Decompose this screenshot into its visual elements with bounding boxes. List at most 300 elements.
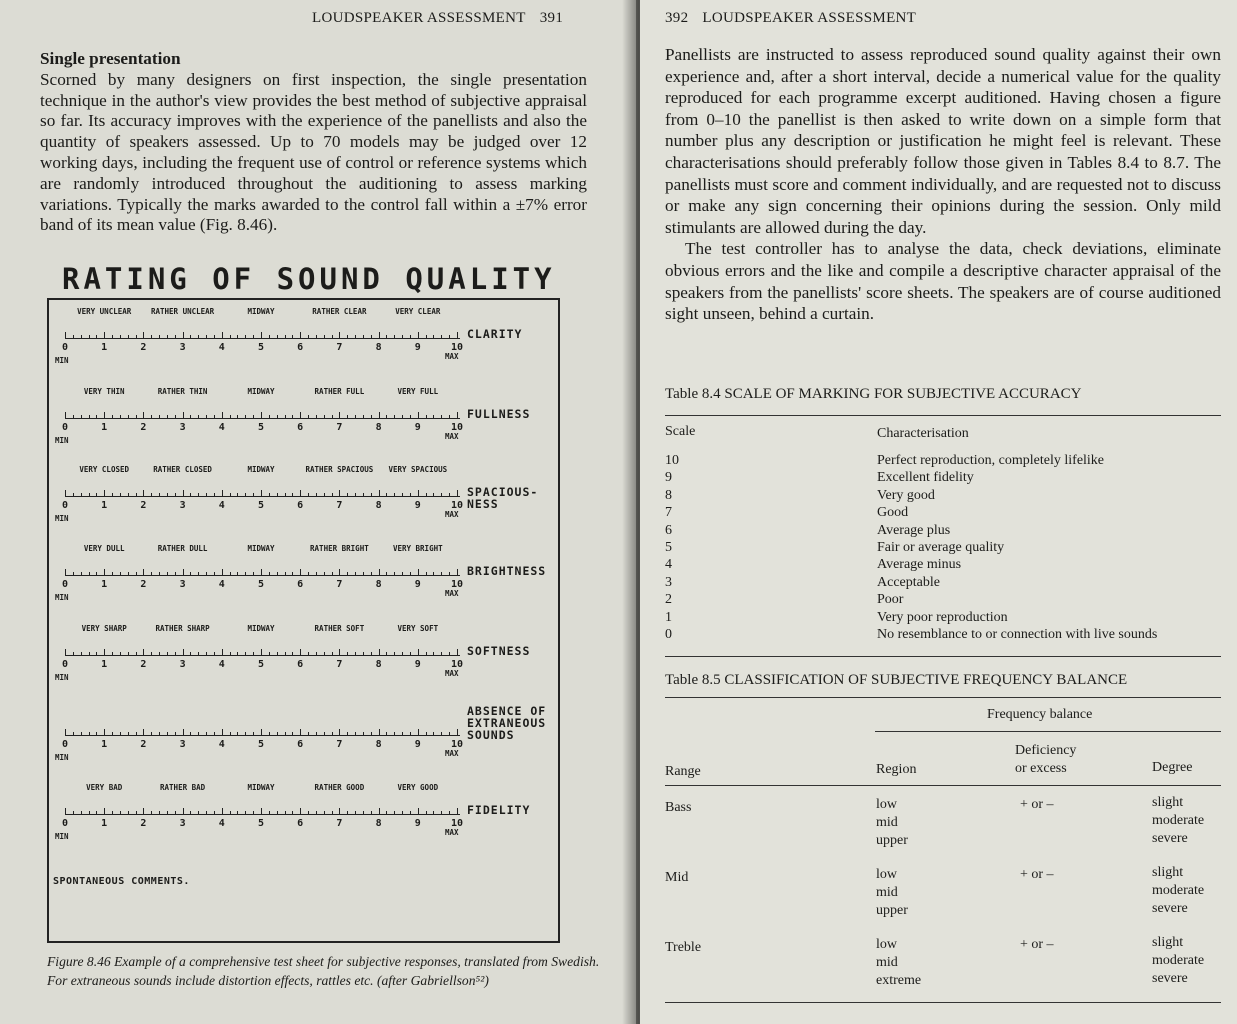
scale-tick xyxy=(379,412,380,418)
scale-number: 5 xyxy=(257,818,265,829)
scale-tick xyxy=(426,493,427,496)
scale-number: 0 xyxy=(61,659,69,670)
scale-tick xyxy=(449,493,450,496)
table-rule xyxy=(665,785,1221,786)
scale-tick xyxy=(433,335,434,338)
scale-tick xyxy=(230,335,231,338)
scale-anchor-label: MIDWAY xyxy=(247,544,275,553)
table-row xyxy=(665,574,1221,591)
scale-tick xyxy=(151,493,152,496)
scale-tick xyxy=(402,811,403,814)
scale-number: 4 xyxy=(218,659,225,670)
scale-tick xyxy=(363,652,364,655)
scale-tick xyxy=(371,652,372,655)
scale-tick xyxy=(457,729,458,735)
scale-tick xyxy=(277,415,278,418)
scale-anchor-label: RATHER CLEAR xyxy=(312,307,367,316)
scale-tick xyxy=(120,493,121,496)
scale-tick xyxy=(300,569,301,575)
scale-number: 3 xyxy=(179,659,186,670)
max-label: MAX xyxy=(445,749,459,758)
scale-tick xyxy=(316,811,317,814)
scale-tick xyxy=(261,729,262,735)
scale-tick xyxy=(386,811,387,814)
scale-tick xyxy=(410,335,411,338)
figure-caption: Figure 8.46 Example of a comprehensive test sheet for subjective responses, translated from Swedish. For extraneous sounds include distortion effects, rattles etc. (after Gabriellson⁵²) xyxy=(47,954,600,988)
scale-number: 3 xyxy=(179,342,186,353)
scale-anchor-label: VERY GOOD xyxy=(397,783,439,792)
scale-number: 2 xyxy=(140,659,147,670)
table-8-5-caption: Table 8.5 CLASSIFICATION OF SUBJECTIVE FREQUENCY BALANCE xyxy=(665,672,1128,688)
scale-number: 4 xyxy=(218,818,225,829)
characterisation: Perfect reproduction, completely lifelike xyxy=(877,453,1105,468)
scale-tick xyxy=(324,732,325,735)
scale-tick xyxy=(457,649,458,655)
scale-tick xyxy=(457,490,458,496)
scale-tick xyxy=(324,572,325,575)
scale-tick xyxy=(65,332,66,338)
scale-anchor-label: RATHER CLOSED xyxy=(153,465,212,474)
scale-number: 9 xyxy=(414,659,421,670)
scale-number: 1 xyxy=(101,422,108,433)
scale-tick xyxy=(316,732,317,735)
scale-tick xyxy=(120,811,121,814)
scale-tick xyxy=(198,335,199,338)
scale-tick xyxy=(324,811,325,814)
scale-tick xyxy=(198,415,199,418)
scale-number: 7 xyxy=(336,342,343,353)
region-cell: low mid upper xyxy=(876,867,908,918)
scale-tick xyxy=(214,415,215,418)
scale-tick xyxy=(426,732,427,735)
scale-tick xyxy=(394,415,395,418)
scale-number: 10 xyxy=(450,422,464,433)
scale-tick xyxy=(308,572,309,575)
scale-tick xyxy=(402,652,403,655)
scale-number: 8 xyxy=(375,422,382,433)
running-head-left xyxy=(312,10,577,27)
scale-tick xyxy=(347,572,348,575)
scale-tick xyxy=(355,811,356,814)
scale-tick xyxy=(347,732,348,735)
scale-tick xyxy=(277,652,278,655)
right-body xyxy=(665,44,1221,325)
scale-tick xyxy=(222,569,223,575)
scale-tick xyxy=(332,732,333,735)
scale-tick xyxy=(261,808,262,814)
scale-tick xyxy=(253,415,254,418)
scale-tick xyxy=(175,415,176,418)
scale-anchor-label: VERY CLOSED xyxy=(79,465,130,474)
scale-line[interactable] xyxy=(65,655,460,656)
scale-tick xyxy=(96,652,97,655)
scale-tick xyxy=(418,569,419,575)
min-label: MIN xyxy=(55,514,69,523)
scale-tick xyxy=(355,415,356,418)
table-8-4-header xyxy=(665,423,1221,442)
scale-tick xyxy=(449,732,450,735)
scale-tick xyxy=(332,652,333,655)
scale-tick xyxy=(151,652,152,655)
scale-tick xyxy=(143,490,144,496)
scale-tick xyxy=(441,335,442,338)
scale-tick xyxy=(300,808,301,814)
characterisation: Excellent fidelity xyxy=(877,470,974,486)
rating-scale xyxy=(49,308,562,388)
scale-tick xyxy=(190,572,191,575)
scale-tick xyxy=(457,808,458,814)
scale-tick xyxy=(332,415,333,418)
min-label: MIN xyxy=(55,753,69,762)
max-label: MAX xyxy=(445,352,459,361)
scale-tick xyxy=(81,811,82,814)
scale-attribute: CLARITY xyxy=(467,327,523,341)
scale-tick xyxy=(136,572,137,575)
scale-number: 8 xyxy=(375,739,382,750)
scale-tick xyxy=(175,732,176,735)
scale-tick xyxy=(89,493,90,496)
scale-tick xyxy=(128,415,129,418)
scale-tick xyxy=(104,569,105,575)
scale-tick xyxy=(379,729,380,735)
scale-tick xyxy=(104,649,105,655)
scale-tick xyxy=(418,729,419,735)
scale-tick xyxy=(308,811,309,814)
scale-tick xyxy=(339,649,340,655)
scale-number: 3 xyxy=(179,500,186,511)
scale-tick xyxy=(245,732,246,735)
scale-number: 1 xyxy=(101,659,108,670)
scale-tick xyxy=(394,335,395,338)
scale-value: 3 xyxy=(665,574,672,590)
range-cell: Treble xyxy=(665,940,702,955)
rating-scale xyxy=(49,784,562,864)
scale-anchor-label: MIDWAY xyxy=(247,387,275,396)
scale-tick xyxy=(198,652,199,655)
scale-tick xyxy=(159,335,160,338)
scale-tick xyxy=(104,490,105,496)
scale-tick xyxy=(363,732,364,735)
scale-tick xyxy=(120,732,121,735)
characterisation: Good xyxy=(877,505,909,521)
characterisation: Very poor reproduction xyxy=(877,609,1008,625)
scale-tick xyxy=(65,729,66,735)
scale-tick xyxy=(214,572,215,575)
scale-tick xyxy=(308,732,309,735)
scale-tick xyxy=(426,415,427,418)
scale-tick xyxy=(339,332,340,338)
scale-tick xyxy=(120,652,121,655)
scale-tick xyxy=(316,415,317,418)
scale-value: 1 xyxy=(665,609,672,625)
scale-tick xyxy=(89,415,90,418)
scale-tick xyxy=(300,490,301,496)
group-header-frequency-balance: Frequency balance xyxy=(987,707,1093,722)
scale-tick xyxy=(410,572,411,575)
scale-tick xyxy=(136,811,137,814)
scale-tick xyxy=(245,572,246,575)
scale-tick xyxy=(230,811,231,814)
scale-tick xyxy=(183,490,184,496)
scale-tick xyxy=(198,493,199,496)
scale-tick xyxy=(237,732,238,735)
scale-tick xyxy=(167,415,168,418)
scale-number: 7 xyxy=(336,739,343,750)
scale-number: 10 xyxy=(450,342,464,353)
right-page xyxy=(640,0,1237,1024)
scale-tick xyxy=(120,415,121,418)
scale-number: 2 xyxy=(140,739,147,750)
scale-tick xyxy=(81,572,82,575)
scale-tick xyxy=(371,732,372,735)
scale-tick xyxy=(308,335,309,338)
scale-anchor-label: RATHER DULL xyxy=(157,544,208,553)
scale-tick xyxy=(167,335,168,338)
scale-tick xyxy=(73,572,74,575)
characterisation: Very good xyxy=(877,487,935,503)
scale-tick xyxy=(277,335,278,338)
scale-line[interactable] xyxy=(65,814,460,815)
scale-tick xyxy=(136,652,137,655)
table-rule xyxy=(875,731,1221,732)
table-row xyxy=(665,452,1221,469)
scale-tick xyxy=(347,811,348,814)
scale-tick xyxy=(379,569,380,575)
scale-attribute: FIDELITY xyxy=(467,803,531,817)
scale-tick xyxy=(285,811,286,814)
scale-number: 9 xyxy=(414,422,421,433)
scale-tick xyxy=(332,493,333,496)
scale-number: 2 xyxy=(140,422,147,433)
scale-tick xyxy=(112,415,113,418)
scale-tick xyxy=(285,493,286,496)
scale-tick xyxy=(222,490,223,496)
scale-tick xyxy=(175,335,176,338)
scale-tick xyxy=(347,335,348,338)
scale-tick xyxy=(143,649,144,655)
scale-anchor-label: RATHER GOOD xyxy=(314,783,365,792)
scale-tick xyxy=(253,732,254,735)
scale-number: 10 xyxy=(450,818,464,829)
scale-tick xyxy=(120,572,121,575)
scale-tick xyxy=(433,652,434,655)
scale-tick xyxy=(112,335,113,338)
spontaneous-comments-label: SPONTANEOUS COMMENTS. xyxy=(53,876,190,887)
scale-tick xyxy=(89,335,90,338)
scale-number: 7 xyxy=(336,422,343,433)
scale-tick xyxy=(339,808,340,814)
scale-tick xyxy=(159,811,160,814)
scale-tick xyxy=(277,572,278,575)
scale-number: 9 xyxy=(414,342,421,353)
scale-tick xyxy=(433,811,434,814)
page-number: 392 xyxy=(665,10,689,26)
running-head-title: LOUDSPEAKER ASSESSMENT xyxy=(702,10,917,26)
scale-tick xyxy=(65,490,66,496)
scale-tick xyxy=(402,493,403,496)
scale-attribute: SOFTNESS xyxy=(467,644,531,658)
table-rule xyxy=(665,1002,1221,1003)
scale-tick xyxy=(441,652,442,655)
scale-line[interactable] xyxy=(65,338,460,339)
scale-anchor-label: RATHER SOFT xyxy=(314,624,365,633)
scale-tick xyxy=(222,412,223,418)
scale-tick xyxy=(292,415,293,418)
scale-tick xyxy=(292,335,293,338)
scale-tick xyxy=(441,732,442,735)
scale-tick xyxy=(81,732,82,735)
scale-tick xyxy=(136,493,137,496)
scale-tick xyxy=(65,412,66,418)
scale-number: 9 xyxy=(414,500,421,511)
scale-tick xyxy=(269,335,270,338)
scale-value: 2 xyxy=(665,592,672,608)
scale-tick xyxy=(410,493,411,496)
rating-scale xyxy=(49,705,562,785)
scale-tick xyxy=(402,732,403,735)
scale-tick xyxy=(371,811,372,814)
scale-line[interactable] xyxy=(65,496,460,497)
scale-tick xyxy=(136,335,137,338)
scale-anchor-label: VERY BRIGHT xyxy=(392,544,443,553)
scale-tick xyxy=(285,335,286,338)
scale-tick xyxy=(73,335,74,338)
scale-value: 0 xyxy=(665,627,672,643)
scale-anchor-label: VERY SPACIOUS xyxy=(388,465,448,474)
scale-tick xyxy=(159,652,160,655)
scale-anchor-label: RATHER BAD xyxy=(160,783,206,792)
scale-tick xyxy=(198,811,199,814)
scale-tick xyxy=(410,652,411,655)
min-label: MIN xyxy=(55,356,69,365)
scale-tick xyxy=(65,649,66,655)
characterisation: Fair or average quality xyxy=(877,540,1005,556)
scale-tick xyxy=(277,493,278,496)
scale-number: 5 xyxy=(257,342,265,353)
scale-tick xyxy=(230,732,231,735)
scale-number: 9 xyxy=(414,818,421,829)
scale-number: 3 xyxy=(179,422,186,433)
scale-tick xyxy=(81,493,82,496)
scale-tick xyxy=(426,335,427,338)
scale-tick xyxy=(379,808,380,814)
scale-tick xyxy=(316,652,317,655)
scale-number: 4 xyxy=(218,500,225,511)
deficiency-cell: + or – xyxy=(1020,937,1054,952)
scale-tick xyxy=(355,572,356,575)
scale-tick xyxy=(222,729,223,735)
min-label: MIN xyxy=(55,673,69,682)
scale-tick xyxy=(65,569,66,575)
scale-tick xyxy=(81,415,82,418)
scale-anchor-label: MIDWAY xyxy=(247,783,275,792)
scale-tick xyxy=(253,335,254,338)
scale-number: 6 xyxy=(297,422,304,433)
scale-number: 4 xyxy=(218,739,225,750)
scale-line[interactable] xyxy=(65,418,460,419)
scale-number: 9 xyxy=(414,739,421,750)
scale-number: 10 xyxy=(450,579,464,590)
scale-tick xyxy=(261,490,262,496)
scale-tick xyxy=(112,572,113,575)
single-presentation-section xyxy=(40,49,587,236)
max-label: MAX xyxy=(445,669,459,678)
scale-tick xyxy=(143,729,144,735)
scale-attribute: ABSENCE OF EXTRANEOUS SOUNDS xyxy=(467,704,547,742)
scale-tick xyxy=(269,811,270,814)
scale-number: 5 xyxy=(257,422,265,433)
scale-anchor-label: VERY UNCLEAR xyxy=(77,307,132,316)
scale-line[interactable] xyxy=(65,575,460,576)
scale-tick xyxy=(371,493,372,496)
scale-tick xyxy=(245,415,246,418)
scale-tick xyxy=(261,649,262,655)
scale-tick xyxy=(167,732,168,735)
column-header-deficiency: Deficiency or excess xyxy=(1015,743,1077,776)
scale-tick xyxy=(151,415,152,418)
scale-tick xyxy=(112,493,113,496)
scale-tick xyxy=(363,335,364,338)
scale-tick xyxy=(183,808,184,814)
scale-value: 6 xyxy=(665,522,672,538)
page-number: 391 xyxy=(539,10,564,26)
scale-tick xyxy=(206,652,207,655)
scale-tick xyxy=(379,649,380,655)
scale-tick xyxy=(300,649,301,655)
scale-number: 1 xyxy=(101,500,108,511)
scale-number: 5 xyxy=(257,659,265,670)
scale-tick xyxy=(269,415,270,418)
table-8-4-caption: Table 8.4 SCALE OF MARKING FOR SUBJECTIVE ACCURACY xyxy=(665,386,1082,402)
scale-number: 10 xyxy=(450,739,464,750)
test-sheet xyxy=(47,298,560,943)
scale-value: 7 xyxy=(665,505,672,521)
scale-tick xyxy=(183,729,184,735)
scale-tick xyxy=(89,811,90,814)
scale-tick xyxy=(347,415,348,418)
scale-tick xyxy=(410,415,411,418)
scale-number: 3 xyxy=(179,818,186,829)
scale-number: 0 xyxy=(61,342,69,353)
scale-tick xyxy=(363,811,364,814)
scale-tick xyxy=(449,652,450,655)
scale-tick xyxy=(183,569,184,575)
scale-tick xyxy=(112,811,113,814)
scale-tick xyxy=(183,412,184,418)
scale-tick xyxy=(206,572,207,575)
scale-tick xyxy=(426,572,427,575)
scale-tick xyxy=(308,652,309,655)
scale-tick xyxy=(253,652,254,655)
scale-tick xyxy=(120,335,121,338)
scale-tick xyxy=(104,729,105,735)
scale-tick xyxy=(190,493,191,496)
scale-number: 1 xyxy=(101,818,108,829)
scale-tick xyxy=(386,572,387,575)
scale-tick xyxy=(285,415,286,418)
scale-tick xyxy=(300,729,301,735)
scale-tick xyxy=(402,415,403,418)
scale-number: 6 xyxy=(297,342,304,353)
characterisation: Acceptable xyxy=(877,574,940,590)
scale-line[interactable] xyxy=(65,735,460,736)
scale-tick xyxy=(433,732,434,735)
scale-tick xyxy=(363,493,364,496)
scale-anchor-label: MIDWAY xyxy=(247,624,275,633)
scale-tick xyxy=(418,412,419,418)
scale-tick xyxy=(230,415,231,418)
scale-anchor-label: VERY FULL xyxy=(397,387,439,396)
